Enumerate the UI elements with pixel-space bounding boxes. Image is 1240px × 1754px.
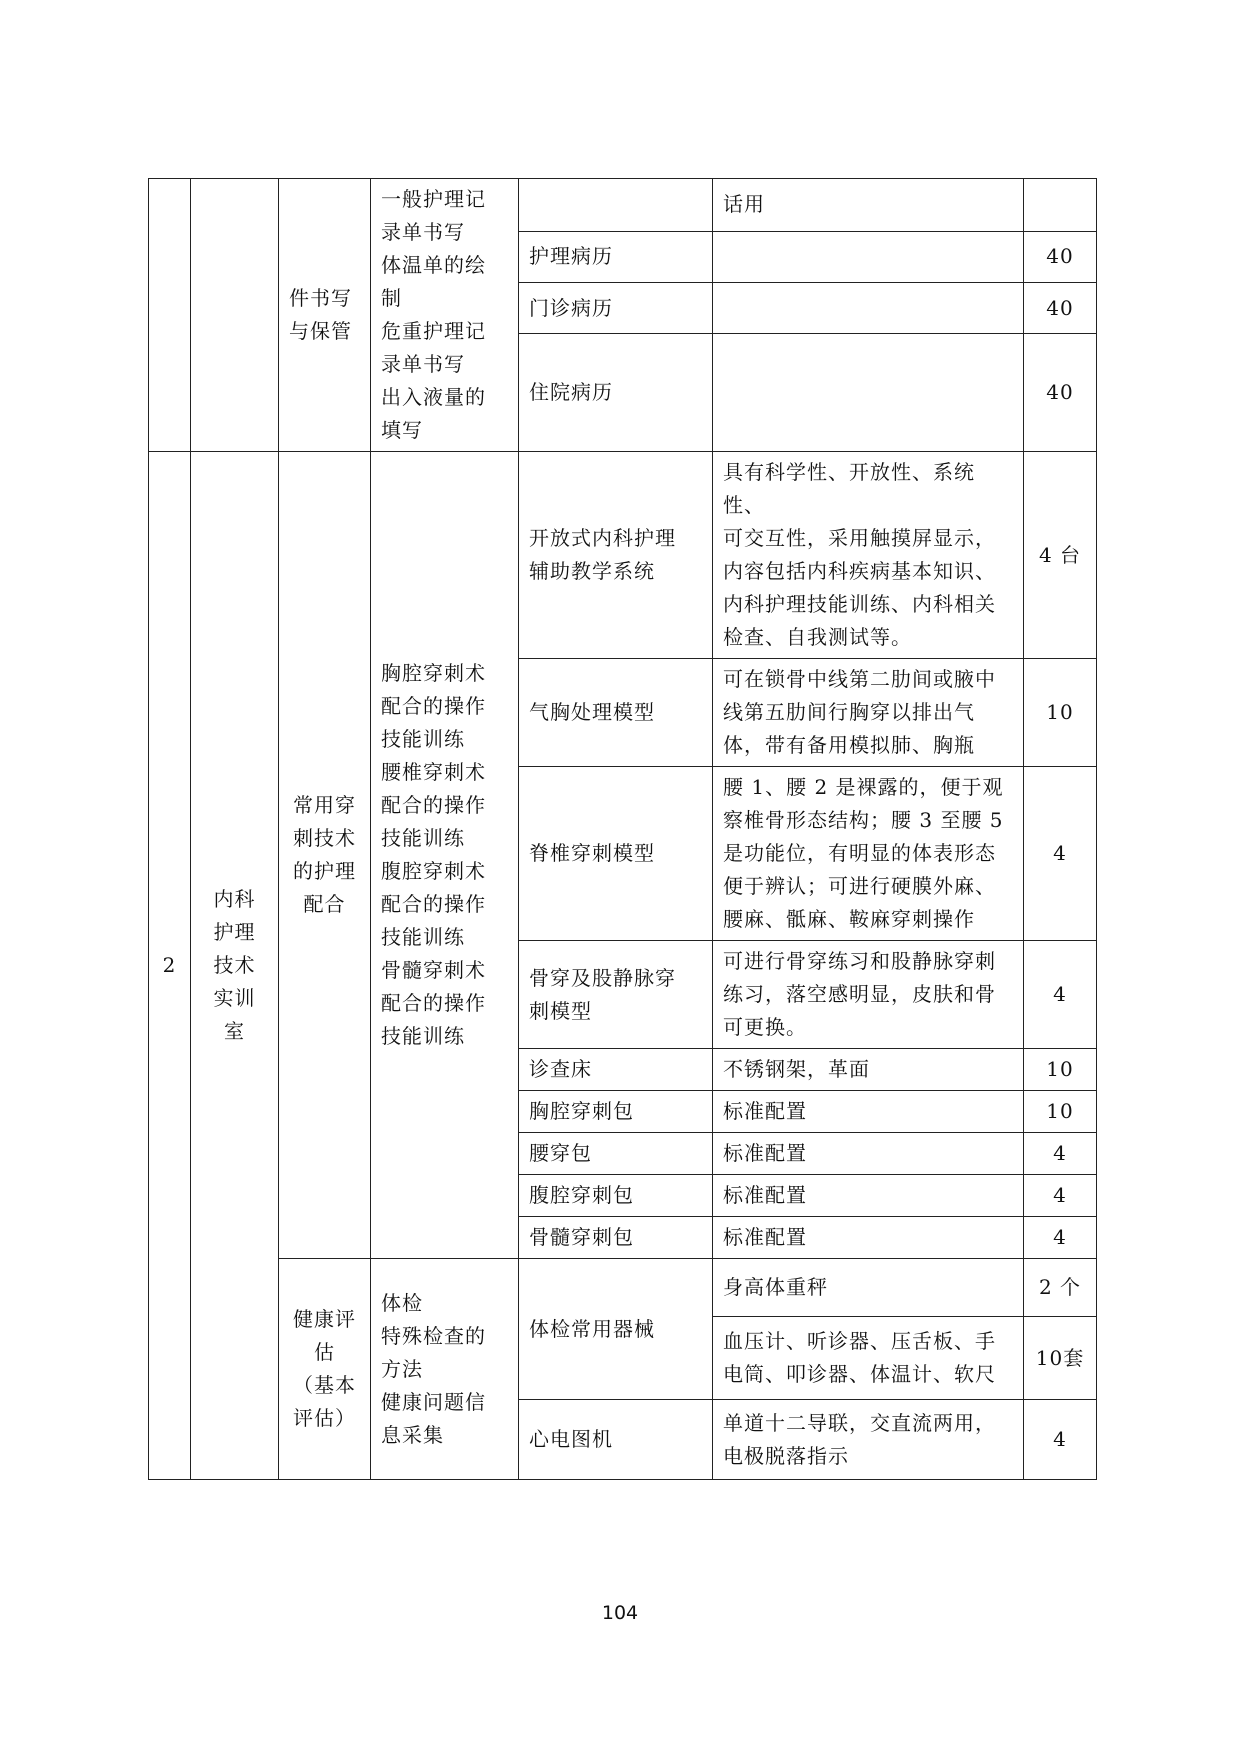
qty-cell: 4: [1024, 941, 1097, 1049]
qty-cell: 10: [1024, 659, 1097, 767]
content-cell: 一般护理记 录单书写 体温单的绘 制 危重护理记 录单书写 出入液量的 填写: [371, 179, 519, 452]
qty-cell: 4: [1024, 1400, 1097, 1480]
spec-cell: [713, 334, 1024, 452]
equipment-cell: 骨穿及股静脉穿 刺模型: [519, 941, 713, 1049]
content-cell: 胸腔穿刺术 配合的操作 技能训练 腰椎穿刺术 配合的操作 技能训练 腹腔穿刺术 配合的操作 技能训练 骨髓穿刺术 配合的操作 技能训练: [371, 452, 519, 1259]
qty-cell: 40: [1024, 282, 1097, 333]
equipment-cell: 腹腔穿刺包: [519, 1175, 713, 1217]
qty-cell: 40: [1024, 231, 1097, 282]
qty-cell: 10: [1024, 1049, 1097, 1091]
spec-cell: 标准配置: [713, 1175, 1024, 1217]
qty-cell: 4: [1024, 1133, 1097, 1175]
qty-cell: 4: [1024, 767, 1097, 941]
qty-cell: [1024, 179, 1097, 232]
seq-cell: 2: [149, 452, 191, 1480]
spec-cell: 标准配置: [713, 1133, 1024, 1175]
table-row: [149, 179, 1097, 232]
spec-cell: 具有科学性、开放性、系统性、 可交互性，采用触摸屏显示， 内容包括内科疾病基本知识、 内科护理技能训练、内科相关 检查、自我测试等。: [713, 452, 1024, 659]
project-cell: 件书写 与保管: [279, 179, 371, 452]
equipment-cell: 住院病历: [519, 334, 713, 452]
qty-cell: 10: [1024, 1091, 1097, 1133]
qty-cell: 10套: [1024, 1317, 1097, 1400]
spec-cell: [713, 231, 1024, 282]
equipment-cell: 体检常用器械: [519, 1259, 713, 1400]
qty-cell: 4 台: [1024, 452, 1097, 659]
equipment-cell: 气胸处理模型: [519, 659, 713, 767]
spec-cell: 可进行骨穿练习和股静脉穿刺 练习，落空感明显，皮肤和骨 可更换。: [713, 941, 1024, 1049]
seq-cell: [149, 179, 191, 452]
qty-cell: 40: [1024, 334, 1097, 452]
spec-cell: 标准配置: [713, 1217, 1024, 1259]
equipment-cell: 门诊病历: [519, 282, 713, 333]
spec-cell: 不锈钢架，革面: [713, 1049, 1024, 1091]
spec-cell: 腰 1、腰 2 是裸露的，便于观 察椎骨形态结构；腰 3 至腰 5 是功能位，有明显的体表形态 便于辨认；可进行硬膜外麻、 腰麻、骶麻、鞍麻穿刺操作: [713, 767, 1024, 941]
spec-cell: 可在锁骨中线第二肋间或腋中 线第五肋间行胸穿以排出气 体，带有备用模拟肺、胸瓶: [713, 659, 1024, 767]
content-cell: 体检 特殊检查的 方法 健康问题信 息采集: [371, 1259, 519, 1480]
qty-cell: 4: [1024, 1217, 1097, 1259]
page-number: 104: [601, 1602, 639, 1624]
equipment-cell: 胸腔穿刺包: [519, 1091, 713, 1133]
room-cell: [191, 179, 279, 452]
spec-cell: 单道十二导联，交直流两用， 电极脱落指示: [713, 1400, 1024, 1480]
spec-cell: 血压计、听诊器、压舌板、手 电筒、叩诊器、体温计、软尺: [713, 1317, 1024, 1400]
equipment-table: [148, 178, 1097, 1480]
equipment-cell: 脊椎穿刺模型: [519, 767, 713, 941]
qty-cell: 2 个: [1024, 1259, 1097, 1317]
equipment-cell: [519, 179, 713, 232]
equipment-cell: 骨髓穿刺包: [519, 1217, 713, 1259]
room-cell: 内科 护理 技术 实训 室: [191, 452, 279, 1480]
equipment-cell: 腰穿包: [519, 1133, 713, 1175]
spec-cell: 身高体重秤: [713, 1259, 1024, 1317]
table-row: [149, 1259, 1097, 1317]
equipment-cell: 诊查床: [519, 1049, 713, 1091]
qty-cell: 4: [1024, 1175, 1097, 1217]
spec-cell: 标准配置: [713, 1091, 1024, 1133]
equipment-cell: 心电图机: [519, 1400, 713, 1480]
table-row: [149, 452, 1097, 659]
project-cell: 健康评 估 （基本 评估）: [279, 1259, 371, 1480]
spec-cell: 话用: [713, 179, 1024, 232]
equipment-cell: 护理病历: [519, 231, 713, 282]
project-cell: 常用穿 刺技术 的护理 配合: [279, 452, 371, 1259]
spec-cell: [713, 282, 1024, 333]
equipment-cell: 开放式内科护理 辅助教学系统: [519, 452, 713, 659]
